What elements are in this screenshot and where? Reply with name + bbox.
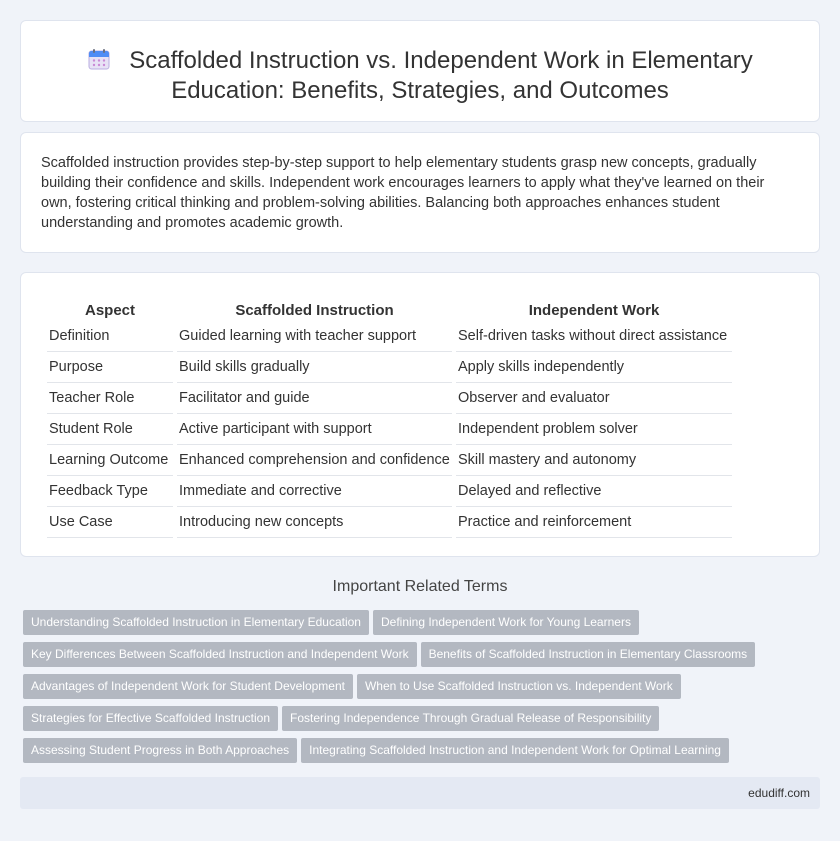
related-term-tag[interactable]: Integrating Scaffolded Instruction and Independent Work for Optimal Learning <box>301 738 729 763</box>
comparison-table <box>43 293 736 538</box>
intro-text: Scaffolded instruction provides step-by-step support to help elementary students grasp new concepts, gradually building their confidence and skills. Independent work encourages learners to apply what they've learned on their own, fostering critical thinking and problem-solving abilities. Balancing both approaches enhances student understanding and promotes academic growth. <box>41 155 765 231</box>
table-cell: Introducing new concepts <box>177 507 452 538</box>
table-row <box>47 321 732 352</box>
table-row <box>47 445 732 476</box>
table-cell: Learning Outcome <box>47 445 173 476</box>
table-cell: Skill mastery and autonomy <box>456 445 732 476</box>
footer-site-link[interactable]: edudiff.com <box>748 786 810 800</box>
tag-row <box>23 706 823 738</box>
table-cell: Definition <box>47 321 173 352</box>
title-line-1: Scaffolded Instruction vs. Independent Work in Elementary <box>129 47 753 74</box>
intro-card <box>20 132 820 253</box>
table-cell: Guided learning with teacher support <box>177 321 452 352</box>
related-term-tag[interactable]: Understanding Scaffolded Instruction in Elementary Education <box>23 610 369 635</box>
comparison-card <box>20 272 820 557</box>
table-header-row <box>47 293 732 321</box>
table-cell: Practice and reinforcement <box>456 507 732 538</box>
title-line-2: Education: Benefits, Strategies, and Outcomes <box>171 77 669 104</box>
calendar-icon <box>87 47 111 71</box>
column-header-scaffolded: Scaffolded Instruction <box>235 302 394 319</box>
table-cell: Independent problem solver <box>456 414 732 445</box>
table-row <box>47 507 732 538</box>
table-row <box>47 352 732 383</box>
table-row <box>47 476 732 507</box>
table-cell: Build skills gradually <box>177 352 452 383</box>
table-cell: Observer and evaluator <box>456 383 732 414</box>
table-cell: Delayed and reflective <box>456 476 732 507</box>
tag-row <box>23 610 823 642</box>
page-title <box>21 21 819 106</box>
column-header-aspect: Aspect <box>84 302 136 319</box>
title-card <box>20 20 820 122</box>
column-header-independent: Independent Work <box>528 302 660 319</box>
table-cell: Apply skills independently <box>456 352 732 383</box>
related-term-tag[interactable]: Fostering Independence Through Gradual Release of Responsibility <box>282 706 659 731</box>
related-term-tag[interactable]: Assessing Student Progress in Both Approaches <box>23 738 297 763</box>
footer <box>20 777 820 809</box>
table-cell: Student Role <box>47 414 173 445</box>
table-cell: Immediate and corrective <box>177 476 452 507</box>
related-term-tag[interactable]: Advantages of Independent Work for Student Development <box>23 674 353 699</box>
table-cell: Self-driven tasks without direct assistance <box>456 321 732 352</box>
related-term-tag[interactable]: Benefits of Scaffolded Instruction in Elementary Classrooms <box>421 642 756 667</box>
related-term-tag[interactable]: Key Differences Between Scaffolded Instruction and Independent Work <box>23 642 417 667</box>
tag-row <box>23 642 823 674</box>
related-term-tag[interactable]: When to Use Scaffolded Instruction vs. Independent Work <box>357 674 681 699</box>
tag-row <box>23 674 823 706</box>
related-terms-list <box>23 610 823 770</box>
table-cell: Teacher Role <box>47 383 173 414</box>
table-cell: Purpose <box>47 352 173 383</box>
table-cell: Facilitator and guide <box>177 383 452 414</box>
table-row <box>47 414 732 445</box>
table-cell: Active participant with support <box>177 414 452 445</box>
related-term-tag[interactable]: Defining Independent Work for Young Learners <box>373 610 639 635</box>
tag-row <box>23 738 823 770</box>
table-cell: Use Case <box>47 507 173 538</box>
table-row <box>47 383 732 414</box>
related-term-tag[interactable]: Strategies for Effective Scaffolded Instruction <box>23 706 278 731</box>
related-terms-heading: Important Related Terms <box>332 578 508 595</box>
table-cell: Feedback Type <box>47 476 173 507</box>
table-cell: Enhanced comprehension and confidence <box>177 445 452 476</box>
